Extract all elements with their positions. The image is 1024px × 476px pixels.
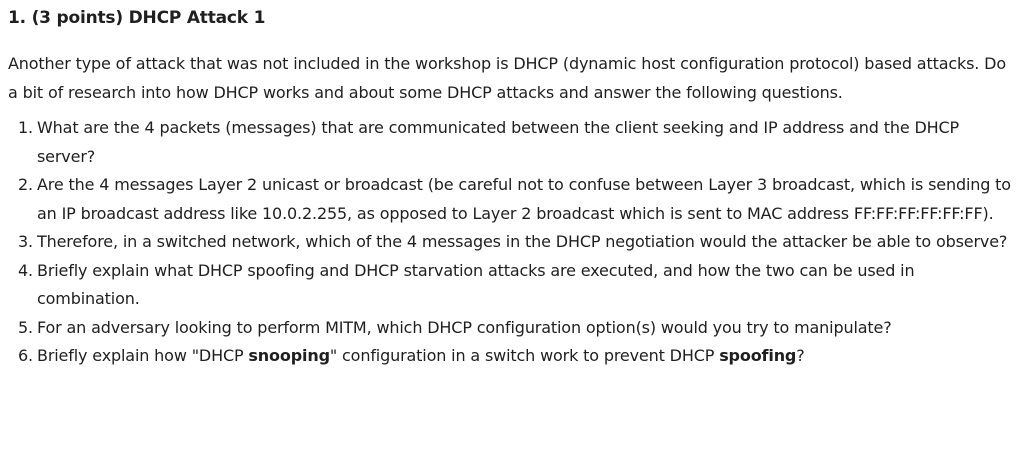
list-item-text: For an adversary looking to perform MITM, which DHCP configuration option(s) would you try to manipulate? [37, 317, 892, 337]
list-item [18, 171, 1014, 228]
text-segment: Briefly explain how "DHCP [37, 346, 249, 365]
list-item-number: 5. [18, 317, 33, 337]
text-segment: ? [796, 346, 805, 365]
list-item-number: 3. [18, 232, 33, 251]
list-item [18, 228, 1014, 257]
bold-term-snooping: snooping [248, 346, 330, 365]
list-item [18, 342, 1014, 371]
question-list [8, 114, 1014, 371]
list-item [18, 114, 1014, 171]
list-item [18, 314, 1014, 343]
list-item-number: 2. [18, 175, 33, 194]
list-item-text: What are the 4 packets (messages) that are communicated between the client seeking and IP address and the DHCP server? [37, 118, 960, 166]
intro-paragraph: Another type of attack that was not included in the workshop is DHCP (dynamic host configuration protocol) based attacks. Do a bit of research into how DHCP works and about some DHCP attacks and answer the following questions. [8, 54, 1006, 102]
list-item-number: 6. [18, 346, 33, 365]
bold-term-spoofing: spoofing [719, 346, 797, 365]
list-item-text: Therefore, in a switched network, which of the 4 messages in the DHCP negotiation would the attacker be able to observe? [37, 232, 1008, 251]
list-item-number: 4. [18, 260, 33, 280]
list-item-text [37, 346, 805, 365]
list-item-text: Are the 4 messages Layer 2 unicast or broadcast (be careful not to confuse between Layer 3 broadcast, which is sending to an IP broadcast address like 10.0.2.255, as opposed to Layer 2 broadcast which is sent to MAC address FF:FF:FF:FF:FF:FF). [37, 175, 1011, 223]
text-segment: " configuration in a switch work to prevent DHCP [329, 346, 720, 365]
list-item-text: Briefly explain what DHCP spoofing and DHCP starvation attacks are executed, and how the two can be used in combination. [37, 260, 915, 308]
list-item [18, 257, 1014, 314]
list-item-number: 1. [18, 118, 33, 137]
question-heading: 1. (3 points) DHCP Attack 1 [8, 8, 266, 28]
